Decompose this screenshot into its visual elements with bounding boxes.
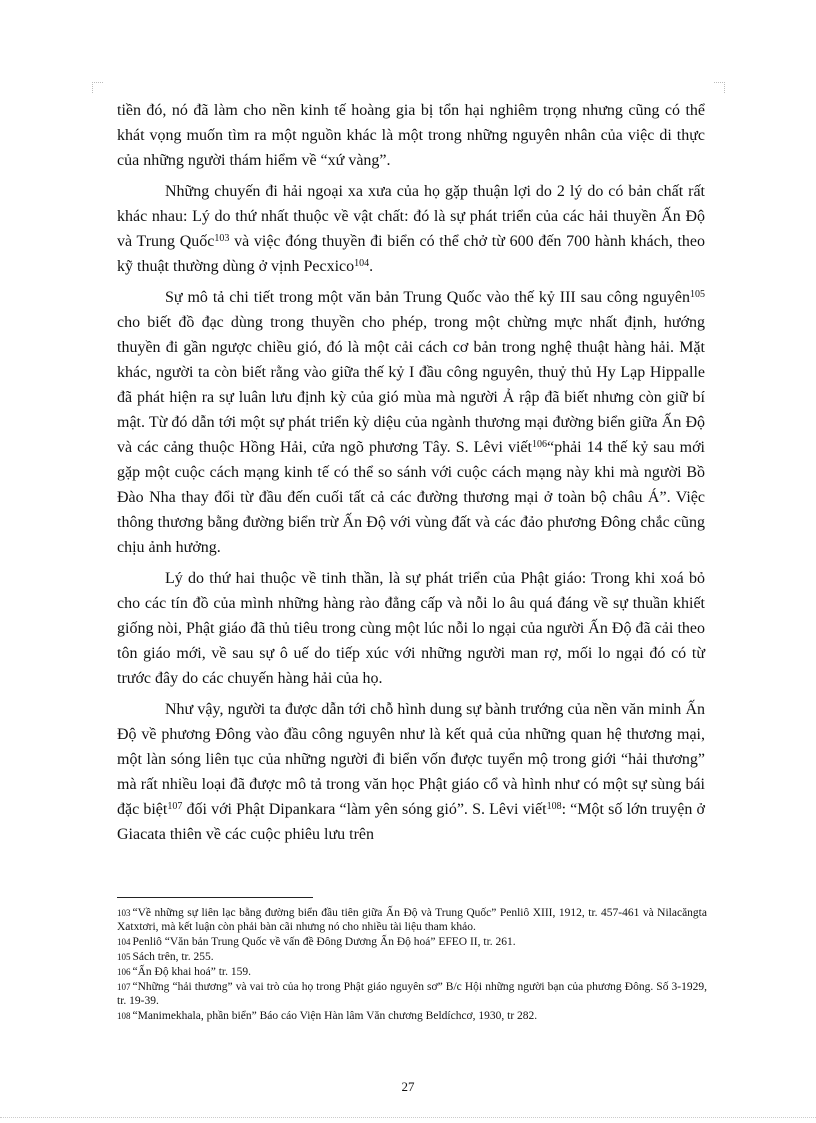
page-bottom-edge	[0, 1117, 816, 1118]
footnote-103	[117, 906, 707, 934]
footnote-107	[117, 980, 707, 1008]
footnote-ref-107[interactable]: 107	[167, 801, 183, 812]
footnotes	[117, 906, 707, 1024]
paragraph-3	[117, 285, 705, 560]
paragraph-5-text-c: : “Một số lớn truyện ở Giacata thiên về các cuộc phiêu lưu trên	[117, 801, 706, 843]
footnote-number: 105	[117, 952, 131, 962]
paragraph-2	[117, 179, 705, 279]
footnote-separator	[117, 897, 313, 898]
footnote-ref-103[interactable]: 103	[214, 233, 230, 244]
footnote-text: “Những “hải thương” và vai trò của họ trong Phật giáo nguyên sơ” B/c Hội những người bạn của phương Đông. Số 3-1929, tr. 19-39.	[117, 981, 707, 1007]
footnote-ref-104[interactable]: 104	[354, 258, 370, 269]
footnote-ref-108[interactable]: 108	[546, 801, 562, 812]
paragraph-3-text-c: “phải 14 thế kỷ sau mới gặp một cuộc cách mạng kinh tế có thể so sánh với cuộc cách mạng này khi mà người Bồ Đào Nha thay đổi từ đầu đến cuối tất cả các đường thương mại ở toàn bộ châu Á”. Việc thông thương bằng đường biển trừ Ấn Độ với vùng đất và các đảo phương Đông chắc cũng chịu ảnh hưởng.	[117, 439, 706, 556]
paragraph-4	[117, 566, 705, 691]
footnote-108	[117, 1009, 707, 1023]
footnote-number: 107	[117, 982, 131, 992]
footnote-ref-105[interactable]: 105	[690, 289, 705, 300]
footnote-text: “Về những sự liên lạc bằng đường biển đầu tiên giữa Ấn Độ và Trung Quốc” Penliô XIII, 1912, tr. 457-461 và Nilacăngta Xatxtơri, mà kết luận còn phải bàn cãi nhưng nó cho nhiều tài liệu tham khảo.	[117, 907, 707, 933]
footnote-text: “Manimekhala, phần biển” Báo cáo Viện Hàn lâm Văn chương Beldíchcơ, 1930, tr 282.	[132, 1010, 538, 1022]
crop-mark-top-left	[92, 82, 103, 93]
footnote-number: 103	[117, 908, 131, 918]
paragraph-2-text-a: Những chuyến đi hải ngoại xa xưa của họ gặp thuận lợi do 2 lý do có bản chất rất khác nhau: Lý do thứ nhất thuộc về vật chất: đó là sự phát triển của các hải thuyền Ấn Độ và Trung Quốc	[117, 183, 705, 250]
footnote-104	[117, 935, 707, 949]
footnote-105	[117, 950, 707, 964]
paragraph-1-text: tiền đó, nó đã làm cho nền kinh tế hoàng gia bị tổn hại nghiêm trọng nhưng cũng có thể khát vọng muốn tìm ra một nguồn khác là một trong những nguyên nhân của việc di thực của những người thám hiểm về “xứ vàng”.	[117, 102, 705, 169]
footnote-ref-106[interactable]: 106	[531, 439, 547, 450]
paragraph-5-text-a: Như vậy, người ta được dẫn tới chỗ hình dung sự bành trướng của nền văn minh Ấn Độ về phương Đông vào đầu công nguyên như là kết quả của những quan hệ thương mại, một làn sóng liên tục của những người đi biển vốn được tuyển mộ trong giới “hải thương” mà rất nhiều loại đã được mô tả trong văn học Phật giáo cổ và hình như có một sự sùng bái đặc biệt	[117, 701, 705, 818]
paragraph-4-text: Lý do thứ hai thuộc về tinh thần, là sự phát triển của Phật giáo: Trong khi xoá bỏ cho các tín đồ của mình những hàng rào đẳng cấp và nỗi lo âu quá đáng về sự thuần khiết giống nòi, Phật giáo đã thủ tiêu trong cùng một lúc nỗi lo ngại của người Ấn Độ đã cải theo tôn giáo mới, về sau sự ô uế do tiếp xúc với những người man rợ, mối lo ngại đó có từ trước đây do các chuyến hàng hải của họ.	[117, 570, 705, 687]
paragraph-5-text-b: đối với Phật Dipankara “làm yên sóng gió”. S. Lêvi viết	[182, 801, 547, 818]
crop-mark-top-right	[714, 82, 725, 93]
paragraph-3-text-a: Sự mô tả chi tiết trong một văn bản Trung Quốc vào thế kỷ III sau công nguyên	[165, 289, 690, 306]
paragraph-2-text-b: và việc đóng thuyền đi biển có thể chở từ 600 đến 700 hành khách, theo kỹ thuật thường dùng ở vịnh Pecxico	[117, 233, 705, 275]
paragraph-1	[117, 98, 705, 173]
footnote-number: 106	[117, 967, 131, 977]
footnote-number: 108	[117, 1011, 131, 1021]
footnote-text: “Ấn Độ khai hoá” tr. 159.	[132, 966, 251, 978]
footnote-106	[117, 965, 707, 979]
footnote-text: Sách trên, tr. 255.	[132, 951, 214, 963]
page-number: 27	[401, 1079, 415, 1094]
paragraph-2-text-c: .	[369, 258, 374, 275]
paragraph-3-text-b: cho biết đồ đạc dùng trong thuyền cho phép, trong một chừng mực nhất định, hướng thuyền đi gần ngược chiều gió, đó là một cải cách cơ bản trong nghệ thuật hàng hải. Mặt khác, người ta còn biết rằng vào giữa thế kỷ I đầu công nguyên, thuỷ thủ Hy Lạp Hippalle đã phát hiện ra sự luân lưu định kỳ của gió mùa mà người Ả rập đã biết nhưng còn giữ bí mật. Từ đó dẫn tới một sự phát triển kỳ diệu của ngành thương mại đường biển giữa Ấn Độ và các cảng thuộc Hồng Hải, cửa ngõ phương Tây. S. Lêvi viết	[117, 314, 705, 456]
paragraph-5	[117, 697, 705, 847]
footnote-text: Penliô “Văn bản Trung Quốc về vấn đề Đông Dương Ấn Độ hoá” EFEO II, tr. 261.	[132, 936, 516, 948]
body-text	[117, 98, 705, 853]
footnote-number: 104	[117, 937, 131, 947]
